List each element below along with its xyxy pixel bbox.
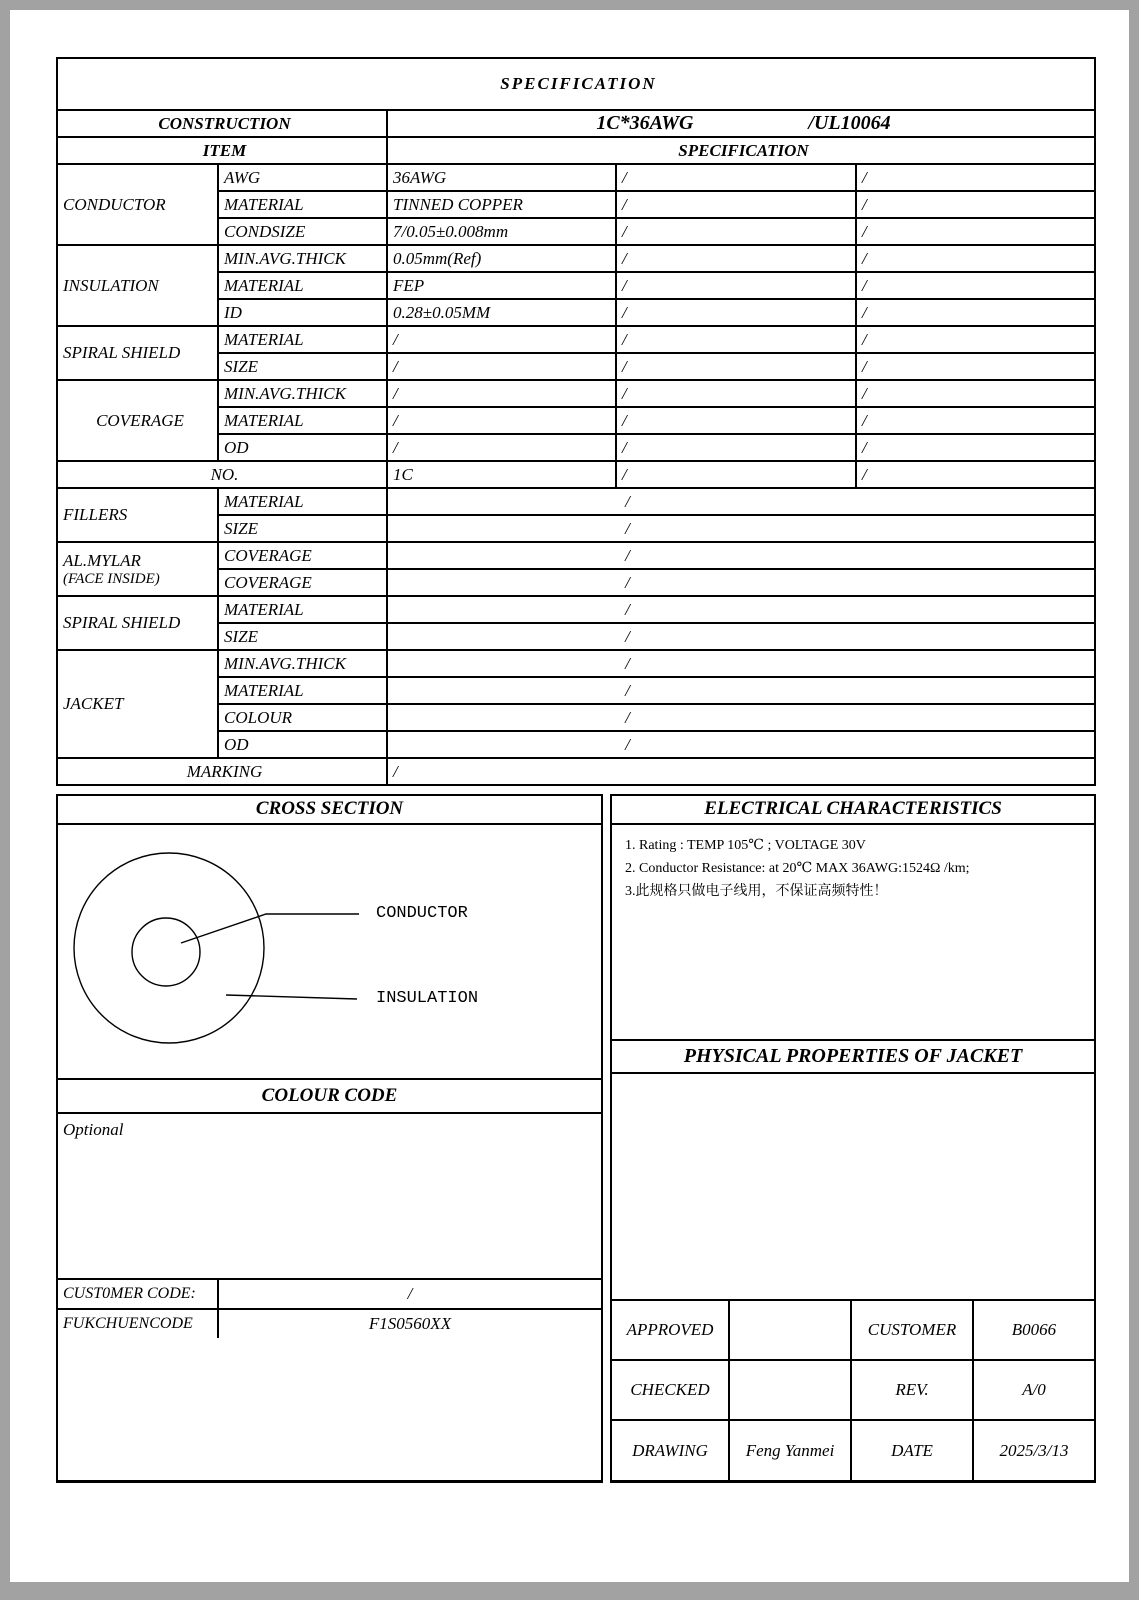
group-label-coverage: COVERAGE	[57, 380, 218, 461]
colour-code-note: Optional	[63, 1120, 124, 1139]
value-cell: /	[387, 434, 616, 461]
group-label-text: FILLERS	[63, 505, 128, 524]
group-label-text: AL.MYLAR	[63, 550, 141, 570]
merged-value-cell: /	[387, 704, 1095, 731]
item-label: ID	[218, 299, 387, 326]
item-label: MIN.AVG.THICK	[218, 380, 387, 407]
merged-value-cell: /	[387, 677, 1095, 704]
group-label-text: JACKET	[63, 694, 124, 713]
left-empty-area	[58, 1338, 601, 1480]
value-cell: /	[387, 407, 616, 434]
value-cell: TINNED COPPER	[387, 191, 616, 218]
value-cell: /	[856, 434, 1095, 461]
approval-row	[612, 1300, 1094, 1360]
value-cell: /	[616, 245, 856, 272]
value-cell: /	[616, 218, 856, 245]
item-label: MIN.AVG.THICK	[218, 650, 387, 677]
customer-code-label: CUST0MER CODE:	[58, 1280, 219, 1308]
group-label-jacket	[57, 650, 218, 758]
item-label: MATERIAL	[218, 677, 387, 704]
colour-code-header: COLOUR CODE	[58, 1078, 601, 1114]
item-label: COLOUR	[218, 704, 387, 731]
page-title: SPECIFICATION	[57, 58, 1095, 110]
fukchuen-code-value: F1S0560XX	[368, 1314, 452, 1333]
merged-value-cell: /	[387, 569, 1095, 596]
insulation-circle	[74, 853, 264, 1043]
customer-code-row	[58, 1278, 601, 1308]
group-label-text: SPIRAL SHIELD	[63, 613, 181, 632]
electrical-note-line: 2. Conductor Resistance: at 20℃ MAX 36AWG:1524Ω /km;	[625, 861, 970, 876]
value-cell: /	[616, 380, 856, 407]
merged-value-cell: /	[387, 488, 1095, 515]
electrical-panel	[610, 794, 1096, 1483]
date-label: DATE	[851, 1420, 973, 1480]
customer-label: CUSTOMER	[851, 1300, 973, 1360]
value-cell: /	[856, 272, 1095, 299]
construction-standard: /UL10064	[808, 112, 891, 134]
value-cell: /	[856, 245, 1095, 272]
marking-label: MARKING	[57, 758, 387, 785]
conductor-circle	[132, 918, 200, 986]
cross-section-header: CROSS SECTION	[58, 796, 601, 825]
value-cell: /	[616, 407, 856, 434]
group-label-al-mylar	[57, 542, 218, 596]
construction-label: CONSTRUCTION	[57, 110, 387, 137]
group-label-spiral-shield-2	[57, 596, 218, 650]
group-sublabel-text: (FACE INSIDE)	[63, 570, 160, 587]
value-cell: /	[856, 299, 1095, 326]
item-label: MIN.AVG.THICK	[218, 245, 387, 272]
item-label: MATERIAL	[218, 326, 387, 353]
merged-value-cell: /	[387, 542, 1095, 569]
value-cell: /	[616, 353, 856, 380]
checked-value	[729, 1360, 851, 1420]
group-label-insulation: INSULATION	[57, 245, 218, 326]
approved-label: APPROVED	[612, 1300, 729, 1360]
customer-value: B0066	[973, 1300, 1094, 1360]
physical-properties-body	[612, 1074, 1094, 1299]
value-cell: /	[856, 326, 1095, 353]
value-cell: /	[616, 164, 856, 191]
value-cell: /	[616, 299, 856, 326]
item-label: SIZE	[218, 353, 387, 380]
wire-cross-section-drawing	[58, 825, 601, 1076]
merged-value-cell: /	[387, 623, 1095, 650]
group-label-spiral-shield: SPIRAL SHIELD	[57, 326, 218, 380]
conductor-diagram-label: CONDUCTOR	[376, 904, 468, 923]
item-label: OD	[218, 434, 387, 461]
insulation-diagram-label: INSULATION	[376, 989, 479, 1008]
merged-value-cell: /	[387, 596, 1095, 623]
value-cell: /	[616, 191, 856, 218]
value-cell: /	[856, 461, 1095, 488]
value-cell: 1C	[387, 461, 616, 488]
item-label: SIZE	[218, 623, 387, 650]
rev-value: A/0	[973, 1360, 1094, 1420]
item-label: AWG	[218, 164, 387, 191]
value-cell: /	[856, 191, 1095, 218]
approval-row	[612, 1360, 1094, 1420]
colour-code-body	[58, 1114, 601, 1278]
fukchuen-code-label: FUKCHUENCODE	[58, 1310, 219, 1338]
value-cell: /	[856, 353, 1095, 380]
item-label: COVERAGE	[218, 569, 387, 596]
item-label: MATERIAL	[218, 191, 387, 218]
conductor-leader-line	[181, 914, 359, 943]
approved-value	[729, 1300, 851, 1360]
date-value: 2025/3/13	[973, 1420, 1094, 1480]
rev-label: REV.	[851, 1360, 973, 1420]
value-cell: 0.28±0.05MM	[387, 299, 616, 326]
electrical-header: ELECTRICAL CHARACTERISTICS	[612, 796, 1094, 825]
value-cell: /	[856, 218, 1095, 245]
cross-section-panel	[56, 794, 603, 1483]
item-label: MATERIAL	[218, 407, 387, 434]
value-cell: /	[616, 326, 856, 353]
marking-value: /	[387, 758, 1095, 785]
customer-code-value: /	[407, 1284, 413, 1303]
value-cell: /	[387, 353, 616, 380]
item-label: OD	[218, 731, 387, 758]
value-cell: 0.05mm(Ref)	[387, 245, 616, 272]
physical-properties-header: PHYSICAL PROPERTIES OF JACKET	[612, 1039, 1094, 1074]
merged-value-cell: /	[387, 650, 1095, 677]
electrical-note-line: 3.此规格只做电子线用，不保证高频特性！	[625, 884, 888, 899]
specification-header: SPECIFICATION	[387, 137, 1095, 164]
value-cell: /	[856, 407, 1095, 434]
approval-row	[612, 1420, 1094, 1480]
construction-value-cell	[387, 110, 1095, 137]
value-cell: 7/0.05±0.008mm	[387, 218, 616, 245]
no-label: NO.	[57, 461, 387, 488]
value-cell: /	[616, 461, 856, 488]
item-label: SIZE	[218, 515, 387, 542]
approval-table	[612, 1299, 1094, 1480]
item-label: MATERIAL	[218, 488, 387, 515]
electrical-note-line: 1. Rating : TEMP 105℃ ; VOLTAGE 30V	[625, 838, 866, 853]
merged-value-cell: /	[387, 731, 1095, 758]
electrical-notes	[612, 825, 1094, 1039]
group-label-conductor: CONDUCTOR	[57, 164, 218, 245]
value-cell: /	[856, 164, 1095, 191]
specification-table	[56, 57, 1096, 786]
group-label-fillers	[57, 488, 218, 542]
value-cell: FEP	[387, 272, 616, 299]
item-label: COVERAGE	[218, 542, 387, 569]
item-label: MATERIAL	[218, 596, 387, 623]
value-cell: /	[387, 326, 616, 353]
fukchuen-code-row	[58, 1308, 601, 1338]
drawing-label: DRAWING	[612, 1420, 729, 1480]
item-header: ITEM	[57, 137, 387, 164]
value-cell: /	[616, 272, 856, 299]
value-cell: /	[856, 380, 1095, 407]
merged-value-cell: /	[387, 515, 1095, 542]
item-label: CONDSIZE	[218, 218, 387, 245]
cross-section-diagram	[58, 825, 601, 1078]
checked-label: CHECKED	[612, 1360, 729, 1420]
document-page	[10, 10, 1129, 1582]
insulation-leader-line	[226, 995, 357, 999]
construction-type: 1C*36AWG	[596, 112, 694, 134]
value-cell: 36AWG	[387, 164, 616, 191]
value-cell: /	[387, 380, 616, 407]
item-label: MATERIAL	[218, 272, 387, 299]
drawing-value: Feng Yanmei	[729, 1420, 851, 1480]
value-cell: /	[616, 434, 856, 461]
